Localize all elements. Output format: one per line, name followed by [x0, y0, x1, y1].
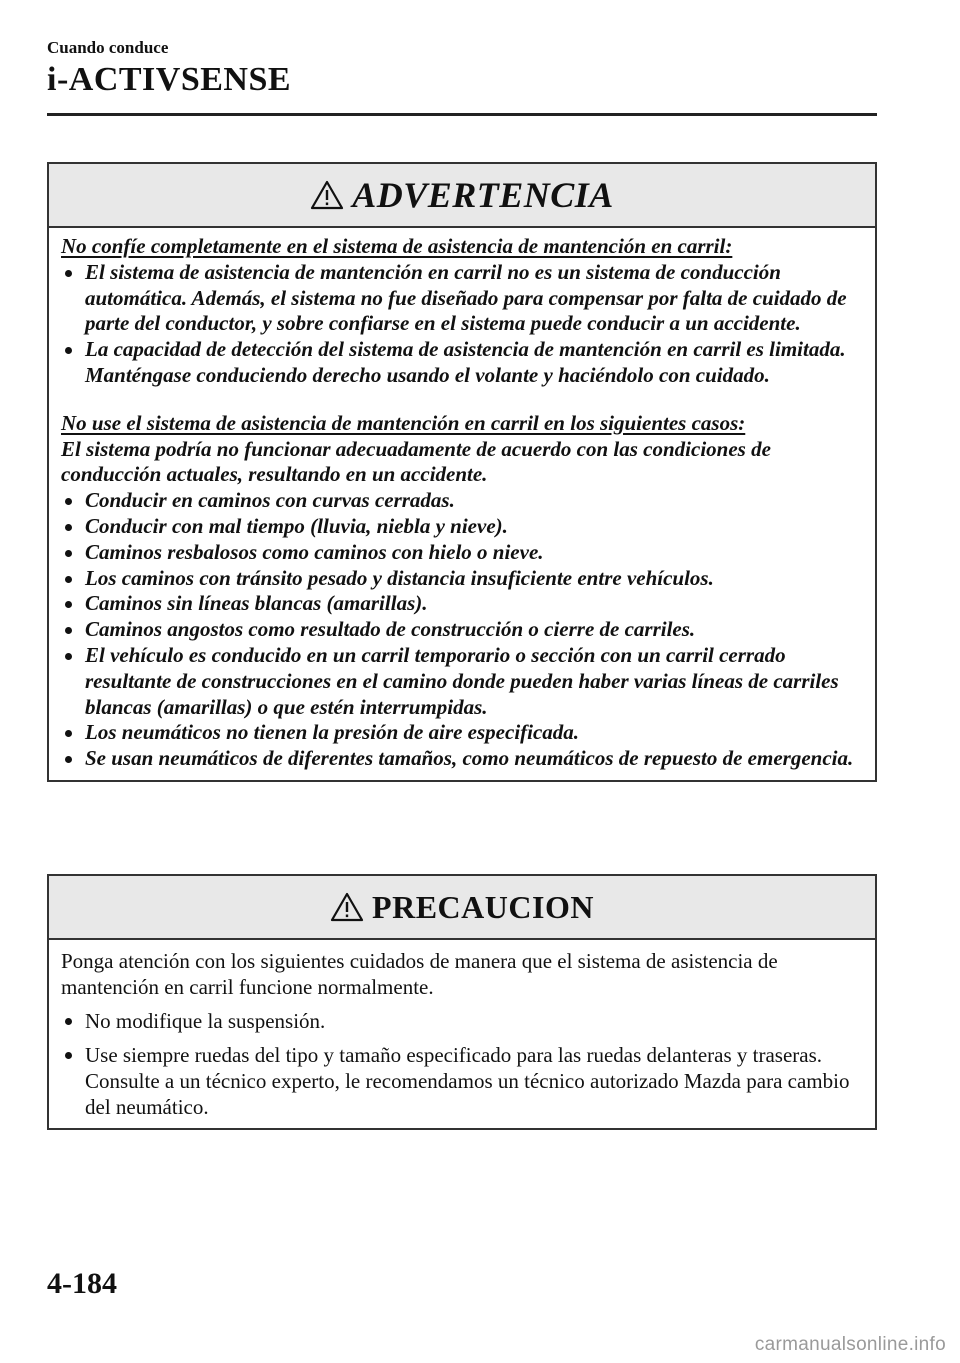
warning-box [47, 162, 877, 782]
list-item: Conducir con mal tiempo (lluvia, niebla y nieve). [61, 514, 865, 540]
list-item: Use siempre ruedas del tipo y tamaño especificado para las ruedas delanteras y traseras. Consulte a un técnico experto, le recomendamos un técnico autorizado Mazda para cambio del neumático. [61, 1042, 865, 1120]
page-header [47, 38, 877, 100]
warning-list-2 [61, 488, 865, 772]
warning-triangle-icon [330, 892, 364, 922]
warning-heading-2: No use el sistema de asistencia de mantención en carril en los siguientes casos: [61, 410, 746, 435]
warning-heading-1: No confíe completamente en el sistema de asistencia de mantención en carril: [61, 234, 733, 258]
list-item: El sistema de asistencia de mantención en carril no es un sistema de conducción automática. Además, el sistema no fue diseñado para compensar por falta de cuidado de parte del conductor, y sobre confiarse en el sistema puede conducir a un accidente. [61, 260, 865, 337]
chapter-title: i-ACTIVSENSE [47, 61, 292, 98]
section-label: Cuando conduce [47, 38, 169, 57]
caution-header [49, 876, 875, 940]
caution-title: PRECAUCION [372, 888, 594, 925]
warning-body [49, 228, 875, 780]
list-item: Caminos resbalosos como caminos con hielo o nieve. [61, 540, 865, 566]
list-item: No modifique la suspensión. [61, 1008, 865, 1034]
caution-box [47, 874, 877, 1130]
list-item: La capacidad de detección del sistema de asistencia de mantención en carril es limitada. Manténgase conduciendo derecho usando el volante y haciéndolo con cuidado. [61, 337, 865, 389]
watermark: carmanualsonline.info [754, 1334, 946, 1355]
caution-intro: Ponga atención con los siguientes cuidados de manera que el sistema de asistencia de mantención en carril funcione normalmente. [61, 949, 778, 999]
list-item: Los neumáticos no tienen la presión de aire especificada. [61, 720, 865, 746]
list-item: Conducir en caminos con curvas cerradas. [61, 488, 865, 514]
warning-header [49, 164, 875, 228]
list-item: El vehículo es conducido en un carril temporario o sección con un carril cerrado resultante de construcciones en el camino donde pueden haber varias líneas de carriles blancas (amarillas) o que estén interrumpidas. [61, 643, 865, 720]
page-number: 4-184 [47, 1267, 117, 1300]
list-item: Caminos angostos como resultado de construcción o cierre de carriles. [61, 617, 865, 643]
list-item: Los caminos con tránsito pesado y distancia insuficiente entre vehículos. [61, 566, 865, 592]
warning-title: ADVERTENCIA [352, 175, 614, 215]
warning-intro-2: El sistema podría no funcionar adecuadamente de acuerdo con las condiciones de conducción actuales, resultando en un accidente. [61, 436, 771, 487]
header-divider [47, 113, 877, 116]
caution-list [61, 1008, 865, 1120]
list-item: Caminos sin líneas blancas (amarillas). [61, 591, 865, 617]
caution-body [49, 940, 875, 1128]
warning-list-1 [61, 260, 865, 389]
warning-triangle-icon [310, 180, 344, 210]
list-item: Se usan neumáticos de diferentes tamaños, como neumáticos de repuesto de emergencia. [61, 746, 865, 772]
